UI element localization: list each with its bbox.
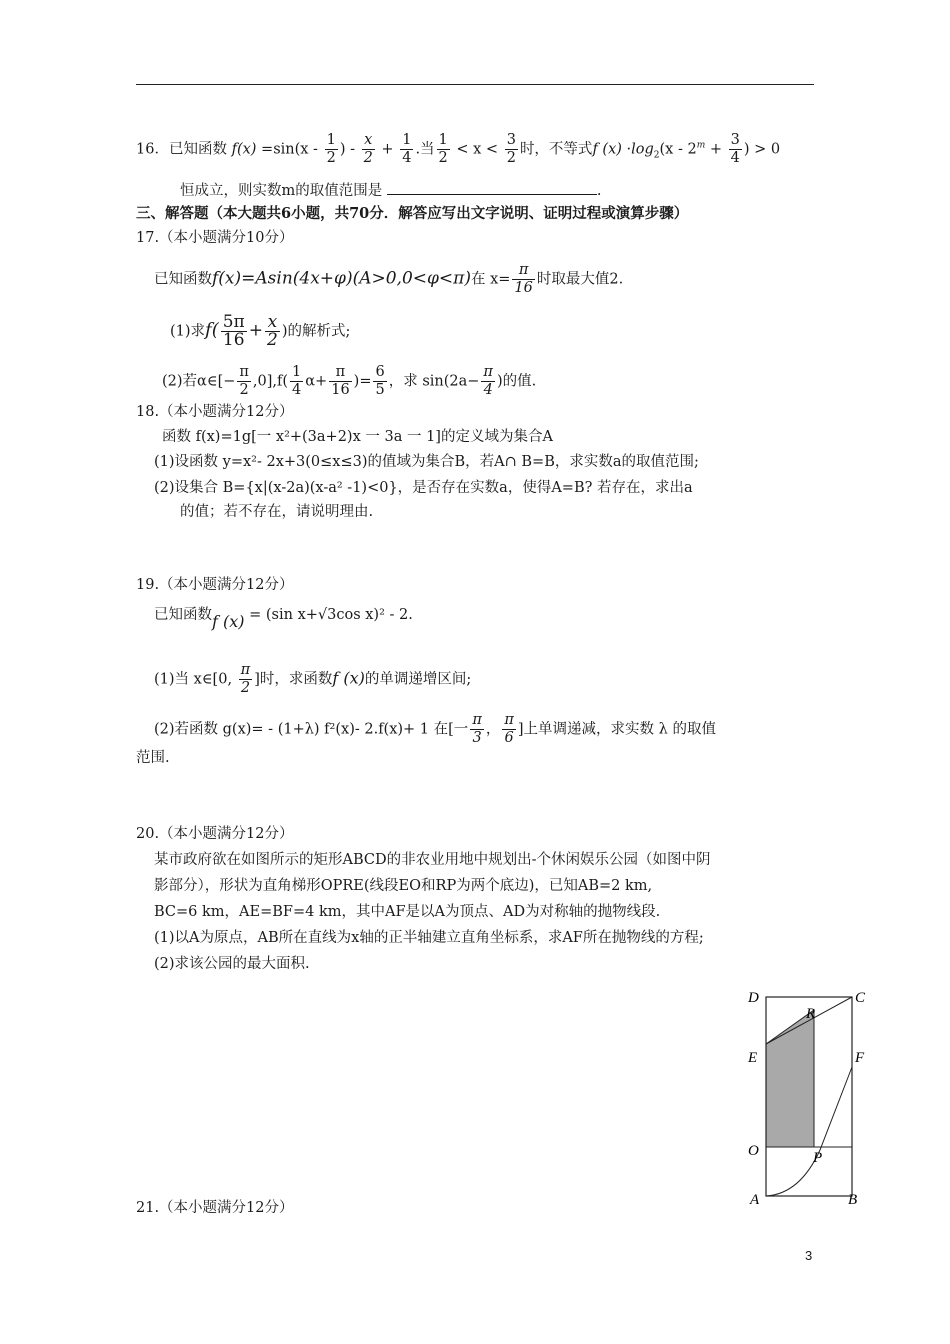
fraction: $\frac{\pi}{4}$ (483, 364, 493, 398)
fraction: $\frac{6}{5}$ (375, 364, 385, 398)
q16-line1: 16．已知函数 f(x) =sin(x - $\frac{1}{2}$ ) - $\frac{x}{2}$ + $\frac{1}{4}$ .当 $\frac{1}{2}$ < x < $\frac{3}{2}$ 时，不等式f $(x) \cdot\log_2(x - 2^m$ + $\frac{3}{4}$ ) > 0 (136, 132, 781, 166)
label-b: B (848, 1192, 858, 1208)
fraction: $\frac{\pi}{2}$ (240, 662, 251, 696)
q18-line1: 函数 f(x)=1g[一 x²+(3a+2)x 一 3a 一 1]的定义域为集合A (162, 429, 553, 445)
q17-line1: 已知函数f(x)=Asin(4x+φ)(A>0,0<φ<π)在 x= $\frac{\pi}{16}$ 时取最大值2. (154, 262, 624, 296)
q19-part2: (2)若函数 g(x)= - (1+λ) f²(x)- 2.f(x)+ 1 在[一 $\frac{\pi}{3}$ ， $\frac{\pi}{6}$ ]上单调递减，求实数 λ 的取值 (154, 712, 716, 746)
fraction: $\frac{5\pi}{16}$ (222, 312, 245, 350)
fraction: $\frac{\pi}{2}$ (239, 364, 249, 398)
q20-line1: 某市政府欲在如图所示的矩形ABCD的非农业用地中规划出-个休闲娱乐公园（如图中阴 (154, 852, 711, 868)
q18-line2: (1)设函数 y=x²- 2x+3(0≤x≤3)的值域为集合B，若A∩ B=B，求实数a的取值范围; (154, 454, 699, 470)
fraction: $\frac{x}{2}$ (266, 312, 278, 350)
q19-head: 19.（本小题满分12分） (136, 577, 294, 593)
label-e: E (748, 1050, 758, 1066)
fraction: $\frac{3}{4}$ (730, 132, 740, 166)
q17-part2: (2)若α∈[− $\frac{\pi}{2}$ ,0],f( $\frac{1}{4}$ α+ $\frac{\pi}{16}$ )= $\frac{6}{5}$ ，求 sin(2a− $\frac{\pi}{4}$ )的值. (162, 364, 537, 398)
q17-head: 17.（本小题满分10分） (136, 230, 294, 246)
fraction: $\frac{\pi}{6}$ (504, 712, 514, 746)
q19-line1: 已知函数f (x) = (sin x+√3cos x)² - 2. (154, 607, 413, 631)
fraction: $\frac{\pi}{16}$ (514, 262, 533, 296)
label-a: A (750, 1192, 760, 1208)
label-p: P (813, 1150, 823, 1166)
answer-blank (387, 180, 597, 195)
q18-line3: (2)设集合 B={x|(x-2a)(x-a² -1)<0}，是否存在实数a，使得A=B? 若存在，求出a (154, 480, 693, 496)
q21-head: 21.（本小题满分12分） (136, 1200, 294, 1216)
label-d: D (748, 990, 759, 1006)
q19-part2-cont: 范围. (136, 750, 170, 766)
header-rule (136, 84, 814, 85)
q20-line2: 影部分），形状为直角梯形OPRE(线段EO和RP为两个底边)，已知AB=2 km, (154, 878, 653, 894)
label-c: C (855, 990, 866, 1006)
fraction: $\frac{x}{2}$ (363, 132, 373, 166)
label-r: R (806, 1006, 816, 1022)
q20-line5: (2)求该公园的最大面积. (154, 956, 310, 972)
park-diagram (740, 982, 880, 1212)
fraction: $\frac{\pi}{16}$ (331, 364, 350, 398)
q18-head: 18.（本小题满分12分） (136, 404, 294, 420)
fraction: $\frac{3}{2}$ (506, 132, 516, 166)
q20-head: 20.（本小题满分12分） (136, 826, 294, 842)
label-f: F (855, 1050, 865, 1066)
q19-part1: (1)当 x∈[0, $\frac{\pi}{2}$ ]时，求函数f (x)的单调递增区间; (154, 662, 472, 696)
q17-part1: (1)求f( $\frac{5\pi}{16}$ + $\frac{x}{2}$ )的解析式; (170, 312, 351, 350)
section-heading: 三、解答题（本大题共6小题，共70分．解答应写出文字说明、证明过程或演算步骤） (136, 205, 689, 222)
fraction: $\frac{1}{4}$ (292, 364, 302, 398)
label-o: O (748, 1143, 759, 1159)
q18-line4: 的值；若不存在，请说明理由. (180, 504, 374, 520)
fraction: $\frac{1}{4}$ (402, 132, 412, 166)
fraction: $\frac{1}{2}$ (326, 132, 336, 166)
q16-line2: 恒成立，则实数m的取值范围是 . (180, 180, 601, 201)
page-number: 3 (805, 1248, 813, 1263)
fraction: $\frac{\pi}{3}$ (472, 712, 482, 746)
q20-line3: BC=6 km，AE=BF=4 km，其中AF是以A为顶点、AD为对称轴的抛物线段. (154, 904, 661, 920)
fraction: $\frac{1}{2}$ (438, 132, 448, 166)
q20-line4: (1)以A为原点，AB所在直线为x轴的正半轴建立直角坐标系，求AF所在抛物线的方程; (154, 930, 704, 946)
